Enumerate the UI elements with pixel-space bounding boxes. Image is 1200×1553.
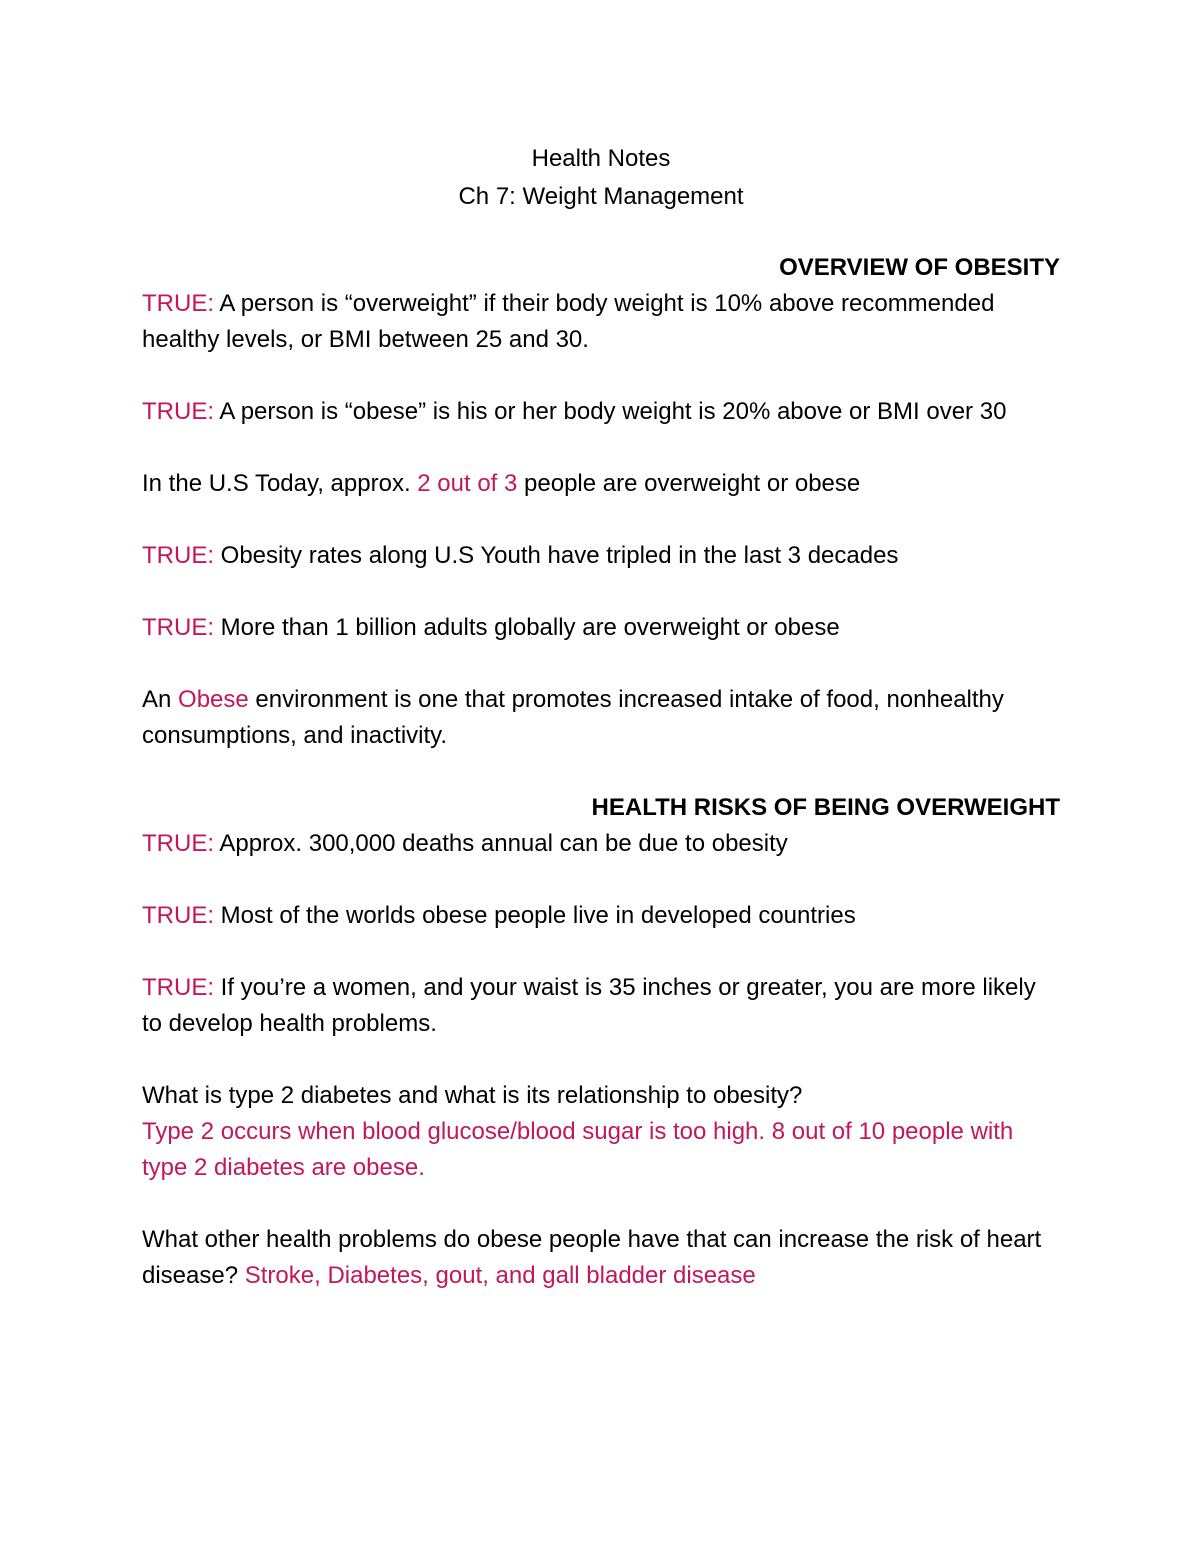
- fact-text: Most of the worlds obese people live in developed countries: [214, 902, 856, 929]
- true-label: TRUE:: [142, 830, 214, 857]
- fact-paragraph: [142, 466, 1060, 502]
- question-paragraph: [142, 1078, 1060, 1186]
- section-heading-health-risks: HEALTH RISKS OF BEING OVERWEIGHT: [591, 794, 1060, 821]
- document-subtitle: Ch 7: Weight Management: [458, 183, 744, 210]
- answer-text: Type 2 occurs when blood glucose/blood sugar is too high. 8 out of 10 people with type 2 diabetes are obese.: [142, 1118, 1014, 1181]
- answer-text: Stroke, Diabetes, gout, and gall bladder disease: [244, 1262, 756, 1289]
- true-label: TRUE:: [142, 398, 214, 425]
- fact-paragraph: [142, 286, 1060, 358]
- true-label: TRUE:: [142, 290, 214, 317]
- fact-paragraph: [142, 682, 1060, 754]
- highlighted-answer: Obese: [178, 686, 249, 713]
- question-paragraph: [142, 1222, 1060, 1294]
- true-label: TRUE:: [142, 902, 214, 929]
- highlighted-answer: 2 out of 3: [417, 470, 518, 497]
- section-heading-overview: OVERVIEW OF OBESITY: [779, 254, 1060, 281]
- document-page: [142, 140, 1060, 1294]
- fact-text: If you’re a women, and your waist is 35 inches or greater, you are more likely to develop health problems.: [142, 974, 1036, 1037]
- fact-text: A person is “obese” is his or her body weight is 20% above or BMI over 30: [214, 398, 1007, 425]
- question-text: What is type 2 diabetes and what is its relationship to obesity?: [142, 1082, 803, 1109]
- question-text: What other health problems do obese people have that can increase the risk of heart disease?: [142, 1226, 1042, 1289]
- fact-text: Approx. 300,000 deaths annual can be due to obesity: [214, 830, 788, 857]
- document-title: Health Notes: [531, 145, 671, 172]
- fact-paragraph: [142, 394, 1060, 430]
- true-label: TRUE:: [142, 974, 214, 1001]
- fact-paragraph: [142, 610, 1060, 646]
- fact-text-before: An: [142, 686, 179, 713]
- fact-text-before: In the U.S Today, approx.: [142, 470, 418, 497]
- fact-paragraph: [142, 538, 1060, 574]
- fact-text: More than 1 billion adults globally are overweight or obese: [214, 614, 840, 641]
- true-label: TRUE:: [142, 542, 214, 569]
- fact-paragraph: [142, 826, 1060, 862]
- fact-text: Obesity rates along U.S Youth have tripled in the last 3 decades: [214, 542, 899, 569]
- fact-text-after: environment is one that promotes increased intake of food, nonhealthy consumptions, and inactivity.: [142, 686, 1004, 749]
- fact-paragraph: [142, 970, 1060, 1042]
- true-label: TRUE:: [142, 614, 214, 641]
- fact-text-after: people are overweight or obese: [517, 470, 861, 497]
- fact-text: A person is “overweight” if their body weight is 10% above recommended healthy levels, or BMI between 25 and 30.: [142, 290, 995, 353]
- fact-paragraph: [142, 898, 1060, 934]
- title-block: [142, 140, 1060, 216]
